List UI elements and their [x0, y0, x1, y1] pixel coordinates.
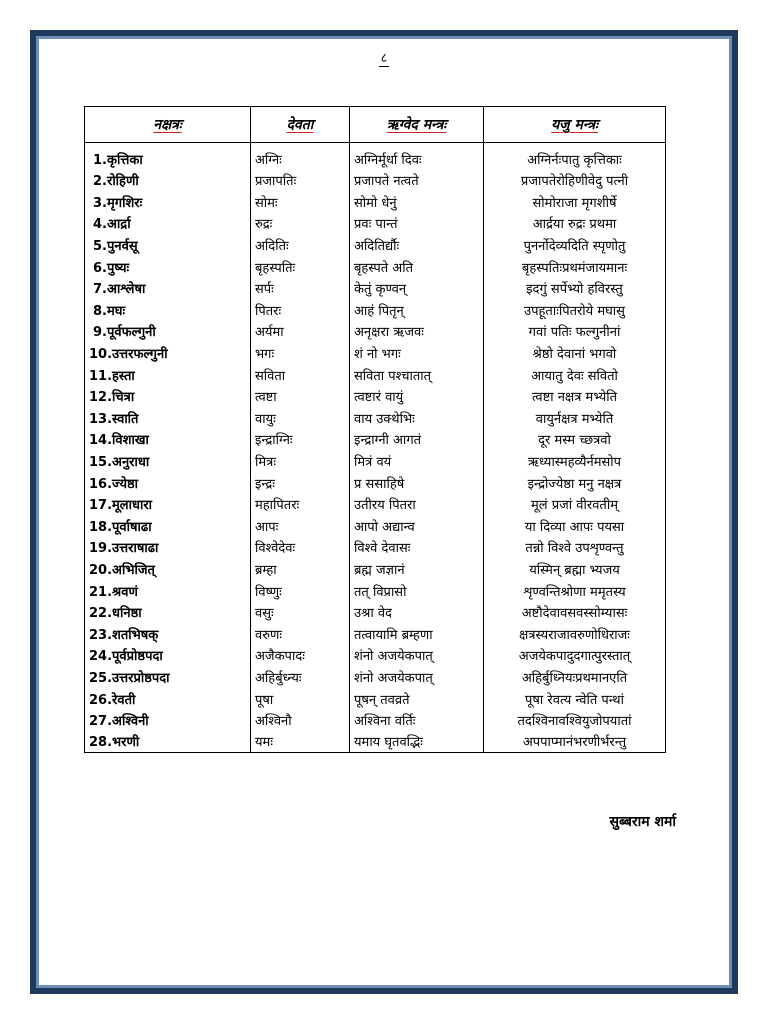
yajur-cell: ऋध्यास्महव्यैर्नमसोप — [484, 450, 666, 472]
table-row — [85, 601, 666, 623]
table-row — [85, 364, 666, 386]
nakshatra-cell — [85, 170, 251, 192]
nakshatra-cell — [85, 277, 251, 299]
table-row — [85, 385, 666, 407]
yajur-cell: या दिव्या आपः पयसा — [484, 515, 666, 537]
nakshatra-cell — [85, 429, 251, 451]
yajur-cell: इदगुं सर्पेभ्यो हविरस्तु — [484, 277, 666, 299]
yajur-cell: त्वष्टा नक्षत्र मभ्येति — [484, 385, 666, 407]
table-row — [85, 277, 666, 299]
nakshatra-cell — [85, 321, 251, 343]
row-number: 2. — [93, 174, 107, 190]
devata-cell: विष्णुः — [251, 580, 350, 602]
rigveda-cell: ब्रह्म जज्ञानं — [350, 558, 484, 580]
table-row — [85, 688, 666, 710]
signature: सुब्बराम शर्मा — [609, 814, 676, 830]
devata-cell: वायुः — [251, 407, 350, 429]
table-row — [85, 342, 666, 364]
nakshatra-name: हस्ता — [112, 368, 135, 384]
nakshatra-name: मघः — [107, 303, 126, 319]
row-number: 23. — [89, 627, 113, 643]
nakshatra-name: भरणी — [112, 735, 140, 751]
nakshatra-cell — [85, 493, 251, 515]
table-row — [85, 299, 666, 321]
devata-cell: त्वष्टा — [251, 385, 350, 407]
nakshatra-cell — [85, 299, 251, 321]
devata-cell: मित्रः — [251, 450, 350, 472]
nakshatra-name: स्वाति — [112, 411, 139, 427]
row-number: 22. — [89, 606, 113, 622]
yajur-cell: बृहस्पतिःप्रथमंजायमानः — [484, 256, 666, 278]
devata-cell: वसुः — [251, 601, 350, 623]
row-number: 27. — [89, 714, 113, 730]
devata-cell: इन्द्राग्निः — [251, 429, 350, 451]
table-row — [85, 213, 666, 235]
nakshatra-name: ज्येष्ठा — [112, 476, 139, 492]
yajur-cell: शृण्वन्तिश्रोणा ममृतस्य — [484, 580, 666, 602]
nakshatra-name: श्रवणं — [112, 584, 138, 600]
rigveda-cell: शंनो अजयेकपात् — [350, 645, 484, 667]
nakshatra-cell — [85, 256, 251, 278]
row-number: 6. — [93, 260, 107, 276]
nakshatra-name: पुनर्वसू — [107, 239, 138, 255]
table-row — [85, 580, 666, 602]
row-number: 11. — [89, 368, 113, 384]
nakshatra-name: अनुराधा — [112, 455, 150, 471]
rigveda-cell: उश्रा वेद — [350, 601, 484, 623]
yajur-cell: गवां पतिः फल्गुनीनां — [484, 321, 666, 343]
yajur-cell: उपहूताःपितरोये मघासु — [484, 299, 666, 321]
devata-cell: पूषा — [251, 688, 350, 710]
devata-cell: इन्द्रः — [251, 472, 350, 494]
row-number: 12. — [89, 390, 113, 406]
row-number: 24. — [89, 649, 113, 665]
yajur-cell: इन्द्रोज्येष्ठा मनु नक्षत्र — [484, 472, 666, 494]
header-devata: देवता — [251, 107, 350, 143]
nakshatra-name: पुष्यः — [107, 260, 130, 276]
nakshatra-cell — [85, 601, 251, 623]
yajur-cell: यस्मिन् ब्रह्मा भ्यजय — [484, 558, 666, 580]
devata-cell: प्रजापतिः — [251, 170, 350, 192]
devata-cell: वरुणः — [251, 623, 350, 645]
devata-cell: अजैकपादः — [251, 645, 350, 667]
rigveda-cell: मित्रं वयं — [350, 450, 484, 472]
nakshatra-cell — [85, 191, 251, 213]
rigveda-cell: केतुं कृण्वन् — [350, 277, 484, 299]
rigveda-cell: अदितिर्द्यौः — [350, 234, 484, 256]
nakshatra-name: कृत्तिका — [107, 153, 143, 169]
nakshatra-name: पूर्वाषाढा — [112, 519, 152, 535]
yajur-cell: प्रजापतेरोहिणीवेदु पत्नी — [484, 170, 666, 192]
table-row — [85, 515, 666, 537]
yajur-cell: अपपाप्मानंभरणीर्भरन्तु — [484, 731, 666, 753]
row-number: 21. — [89, 584, 113, 600]
devata-cell: सोमः — [251, 191, 350, 213]
yajur-cell: अहिर्बुध्नियःप्रथमानएति — [484, 666, 666, 688]
nakshatra-name: चित्रा — [112, 390, 135, 406]
table-row — [85, 450, 666, 472]
nakshatra-cell — [85, 580, 251, 602]
row-number: 7. — [93, 282, 107, 298]
rigveda-cell: शंनो अजयेकपात् — [350, 666, 484, 688]
nakshatra-name: शतभिषक् — [112, 627, 159, 643]
rigveda-cell: आपो अद्यान्व — [350, 515, 484, 537]
devata-cell: अश्विनौ — [251, 709, 350, 731]
row-number: 1. — [93, 153, 107, 169]
yajur-cell: अष्टौदेवावसवस्सोम्यासः — [484, 601, 666, 623]
table-row — [85, 170, 666, 192]
table-row — [85, 407, 666, 429]
devata-cell: अर्यमा — [251, 321, 350, 343]
yajur-cell: पुनर्नोदेव्यदिति स्पृणोतु — [484, 234, 666, 256]
row-number: 18. — [89, 519, 113, 535]
nakshatra-cell — [85, 213, 251, 235]
yajur-cell: तदश्विनावश्वियुजोपयातां — [484, 709, 666, 731]
row-number: 26. — [89, 692, 113, 708]
header-yajur-mantra: यजु मन्त्रः — [484, 107, 666, 143]
row-number: 10. — [89, 347, 113, 363]
table-row — [85, 645, 666, 667]
row-number: 20. — [89, 562, 113, 578]
table-header-row — [85, 107, 666, 143]
header-nakshatra: नक्षत्रः — [85, 107, 251, 143]
row-number: 9. — [93, 325, 107, 341]
nakshatra-cell — [85, 666, 251, 688]
rigveda-cell: तत्वायामि ब्रम्हणा — [350, 623, 484, 645]
nakshatra-cell — [85, 234, 251, 256]
yajur-cell: सोमोराजा मृगशीर्षे — [484, 191, 666, 213]
nakshatra-cell — [85, 731, 251, 753]
yajur-cell: आयातु देवः सवितो — [484, 364, 666, 386]
yajur-cell: अग्निर्नःपातु कृत्तिकाः — [484, 143, 666, 170]
table-row — [85, 731, 666, 753]
yajur-cell: वायुर्नक्षत्र मभ्येति — [484, 407, 666, 429]
table-row — [85, 143, 666, 170]
row-number: 14. — [89, 433, 113, 449]
rigveda-cell: प्र ससाहिषे — [350, 472, 484, 494]
table-row — [85, 666, 666, 688]
devata-cell: महापितरः — [251, 493, 350, 515]
rigveda-cell: सविता पश्चातात् — [350, 364, 484, 386]
row-number: 17. — [89, 498, 113, 514]
rigveda-cell: उतीरय पितरा — [350, 493, 484, 515]
nakshatra-name: धनिष्ठा — [112, 606, 142, 622]
nakshatra-name: रेवती — [112, 692, 136, 708]
table-row — [85, 234, 666, 256]
rigveda-cell: त्वष्टारं वायुं — [350, 385, 484, 407]
devata-cell: सर्पः — [251, 277, 350, 299]
yajur-cell: आर्द्रया रुद्रः प्रथमा — [484, 213, 666, 235]
nakshatra-name: उत्तरप्रोष्ठपदा — [112, 670, 170, 686]
table-row — [85, 256, 666, 278]
nakshatra-cell — [85, 645, 251, 667]
row-number: 3. — [93, 195, 107, 211]
yajur-cell: श्रेष्ठो देवानां भगवो — [484, 342, 666, 364]
devata-cell: बृहस्पतिः — [251, 256, 350, 278]
rigveda-cell: विश्वे देवासः — [350, 537, 484, 559]
rigveda-cell: पूषन् तवव्रते — [350, 688, 484, 710]
nakshatra-name: पूर्वफल्गुनी — [107, 325, 156, 341]
nakshatra-cell — [85, 558, 251, 580]
nakshatra-name: मूलाधारा — [112, 498, 153, 514]
nakshatra-cell — [85, 472, 251, 494]
rigveda-cell: अग्निर्मूर्धा दिवः — [350, 143, 484, 170]
nakshatra-cell — [85, 537, 251, 559]
rigveda-cell: तत् विप्रासो — [350, 580, 484, 602]
nakshatra-name: अश्विनी — [112, 714, 149, 730]
devata-cell: रुद्रः — [251, 213, 350, 235]
rigveda-cell: प्रजापते नत्वते — [350, 170, 484, 192]
table-row — [85, 537, 666, 559]
yajur-cell: मूलं प्रजां वीरवतीम् — [484, 493, 666, 515]
row-number: 25. — [89, 670, 113, 686]
yajur-cell: दूर मस्म च्छत्रवो — [484, 429, 666, 451]
devata-cell: ब्रम्हा — [251, 558, 350, 580]
row-number: 13. — [89, 411, 113, 427]
nakshatra-name: उत्तरफल्गुनी — [112, 347, 168, 363]
table-row — [85, 191, 666, 213]
table-row — [85, 623, 666, 645]
nakshatra-cell — [85, 407, 251, 429]
page-number: ८ — [380, 51, 388, 66]
nakshatra-name: आश्लेषा — [107, 282, 146, 298]
row-number: 16. — [89, 476, 113, 492]
rigveda-cell: सोमो धेनुं — [350, 191, 484, 213]
nakshatra-cell — [85, 342, 251, 364]
table-row — [85, 429, 666, 451]
nakshatra-cell — [85, 385, 251, 407]
devata-cell: विश्वेदेवः — [251, 537, 350, 559]
yajur-cell: अजयेकपादुदगात्पुरस्तात् — [484, 645, 666, 667]
row-number: 4. — [93, 217, 107, 233]
nakshatra-cell — [85, 143, 251, 170]
row-number: 19. — [89, 541, 113, 557]
row-number: 28. — [89, 735, 113, 751]
yajur-cell: क्षत्रस्यराजावरुणोधिराजः — [484, 623, 666, 645]
rigveda-cell: शं नो भगः — [350, 342, 484, 364]
devata-cell: अहिर्बुध्न्यः — [251, 666, 350, 688]
devata-cell: आपः — [251, 515, 350, 537]
rigveda-cell: यमाय घृतवद्भिः — [350, 731, 484, 753]
rigveda-cell: आहं पितृन् — [350, 299, 484, 321]
devata-cell: भगः — [251, 342, 350, 364]
yajur-cell: पूषा रेवत्य न्वेति पन्थां — [484, 688, 666, 710]
nakshatra-cell — [85, 688, 251, 710]
nakshatra-name: मृगशिरः — [107, 195, 143, 211]
nakshatra-name: रोहिणी — [107, 174, 139, 190]
rigveda-cell: अनृक्षरा ऋजवः — [350, 321, 484, 343]
row-number: 8. — [93, 303, 107, 319]
nakshatra-cell — [85, 515, 251, 537]
nakshatra-table — [84, 106, 666, 753]
table-row — [85, 472, 666, 494]
document-page — [42, 42, 726, 982]
rigveda-cell: वाय उक्थेभिः — [350, 407, 484, 429]
devata-cell: सविता — [251, 364, 350, 386]
table-row — [85, 493, 666, 515]
table-row — [85, 709, 666, 731]
rigveda-cell: अश्विना वर्तिः — [350, 709, 484, 731]
devata-cell: पितरः — [251, 299, 350, 321]
header-rigveda-mantra: ऋग्वेद मन्त्रः — [350, 107, 484, 143]
yajur-cell: तन्नो विश्वे उपशृण्वन्तु — [484, 537, 666, 559]
rigveda-cell: इन्द्राग्नी आगतं — [350, 429, 484, 451]
nakshatra-cell — [85, 709, 251, 731]
nakshatra-cell — [85, 364, 251, 386]
row-number: 15. — [89, 455, 113, 471]
rigveda-cell: बृहस्पते अति — [350, 256, 484, 278]
devata-cell: अग्निः — [251, 143, 350, 170]
nakshatra-name: आर्द्रा — [107, 217, 131, 233]
row-number: 5. — [93, 239, 107, 255]
table-row — [85, 558, 666, 580]
devata-cell: यमः — [251, 731, 350, 753]
devata-cell: अदितिः — [251, 234, 350, 256]
nakshatra-cell — [85, 623, 251, 645]
table-row — [85, 321, 666, 343]
nakshatra-name: उत्तराषाढा — [112, 541, 159, 557]
nakshatra-name: अभिजित् — [112, 562, 155, 578]
nakshatra-cell — [85, 450, 251, 472]
nakshatra-name: पूर्वप्रोष्ठपदा — [112, 649, 163, 665]
rigveda-cell: प्रवः पान्तं — [350, 213, 484, 235]
nakshatra-name: विशाखा — [112, 433, 149, 449]
